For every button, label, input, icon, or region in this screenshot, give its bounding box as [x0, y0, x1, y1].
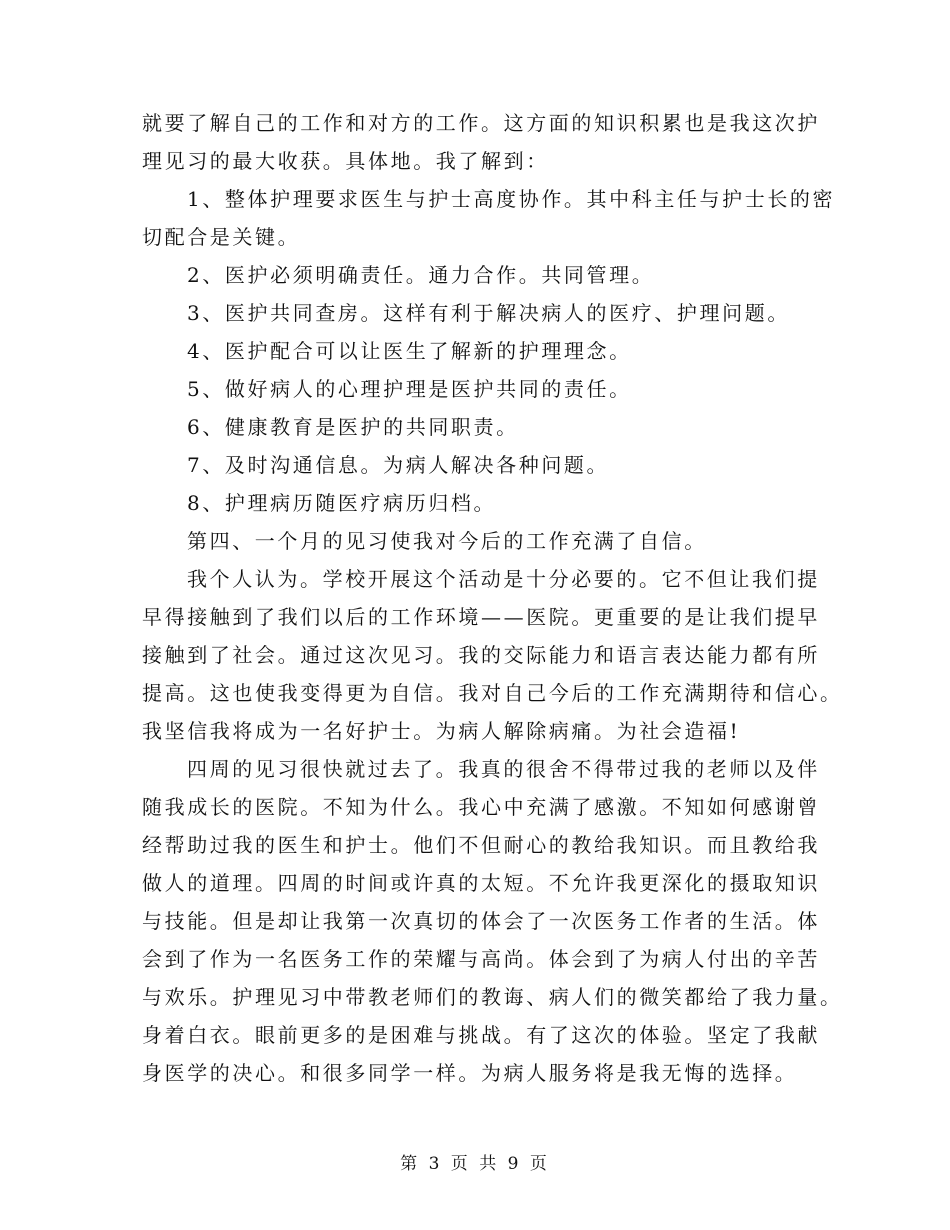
text-line: 接触到了社会。通过这次见习。我的交际能力和语言表达能力都有所	[142, 643, 820, 667]
text-line: 就要了解自己的工作和对方的工作。这方面的知识积累也是我这次护	[142, 111, 820, 135]
text-line: 我个人认为。学校开展这个活动是十分必要的。它不但让我们提	[187, 567, 820, 591]
text-line: 我坚信我将成为一名好护士。为病人解除病痛。为社会造福!	[142, 719, 741, 743]
document-body	[142, 104, 843, 1092]
text-line: 2、医护必须明确责任。通力合作。共同管理。	[187, 263, 655, 287]
text-line: 身着白衣。眼前更多的是困难与挑战。有了这次的体验。坚定了我献	[142, 1023, 820, 1047]
text-line: 切配合是关键。	[142, 225, 301, 249]
text-line: 8、护理病历随医疗病历归档。	[187, 491, 497, 515]
text-line: 提高。这也使我变得更为自信。我对自己今后的工作充满期待和信心。	[142, 681, 843, 705]
text-line: 四周的见习很快就过去了。我真的很舍不得带过我的老师以及伴	[187, 757, 820, 781]
text-line: 与欢乐。护理见习中带教老师们的教诲、病人们的微笑都给了我力量。	[142, 985, 843, 1009]
text-line: 第四、一个月的见习使我对今后的工作充满了自信。	[187, 529, 707, 553]
text-line: 会到了作为一名医务工作的荣耀与高尚。体会到了为病人付出的辛苦	[142, 947, 820, 971]
text-line: 5、做好病人的心理护理是医护共同的责任。	[187, 377, 632, 401]
text-line: 身医学的决心。和很多同学一样。为病人服务将是我无悔的选择。	[142, 1061, 798, 1085]
text-line: 7、及时沟通信息。为病人解决各种问题。	[187, 453, 610, 477]
text-line: 做人的道理。四周的时间或许真的太短。不允许我更深化的摄取知识	[142, 871, 820, 895]
text-line: 1、整体护理要求医生与护士高度协作。其中科主任与护士长的密	[187, 187, 836, 211]
text-line: 6、健康教育是医护的共同职责。	[187, 415, 519, 439]
text-line: 随我成长的医院。不知为什么。我心中充满了感激。不知如何感谢曾	[142, 795, 820, 819]
text-line: 与技能。但是却让我第一次真切的体会了一次医务工作者的生活。体	[142, 909, 820, 933]
text-line: 经帮助过我的医生和护士。他们不但耐心的教给我知识。而且教给我	[142, 833, 820, 857]
page-number-footer: 第 3 页 共 9 页	[400, 1154, 550, 1174]
text-line: 3、医护共同查房。这样有利于解决病人的医疗、护理问题。	[187, 301, 790, 325]
text-line: 早得接触到了我们以后的工作环境——医院。更重要的是让我们提早	[142, 605, 820, 629]
text-line: 理见习的最大收获。具体地。我了解到：	[142, 149, 549, 173]
text-line: 4、医护配合可以让医生了解新的护理理念。	[187, 339, 632, 363]
